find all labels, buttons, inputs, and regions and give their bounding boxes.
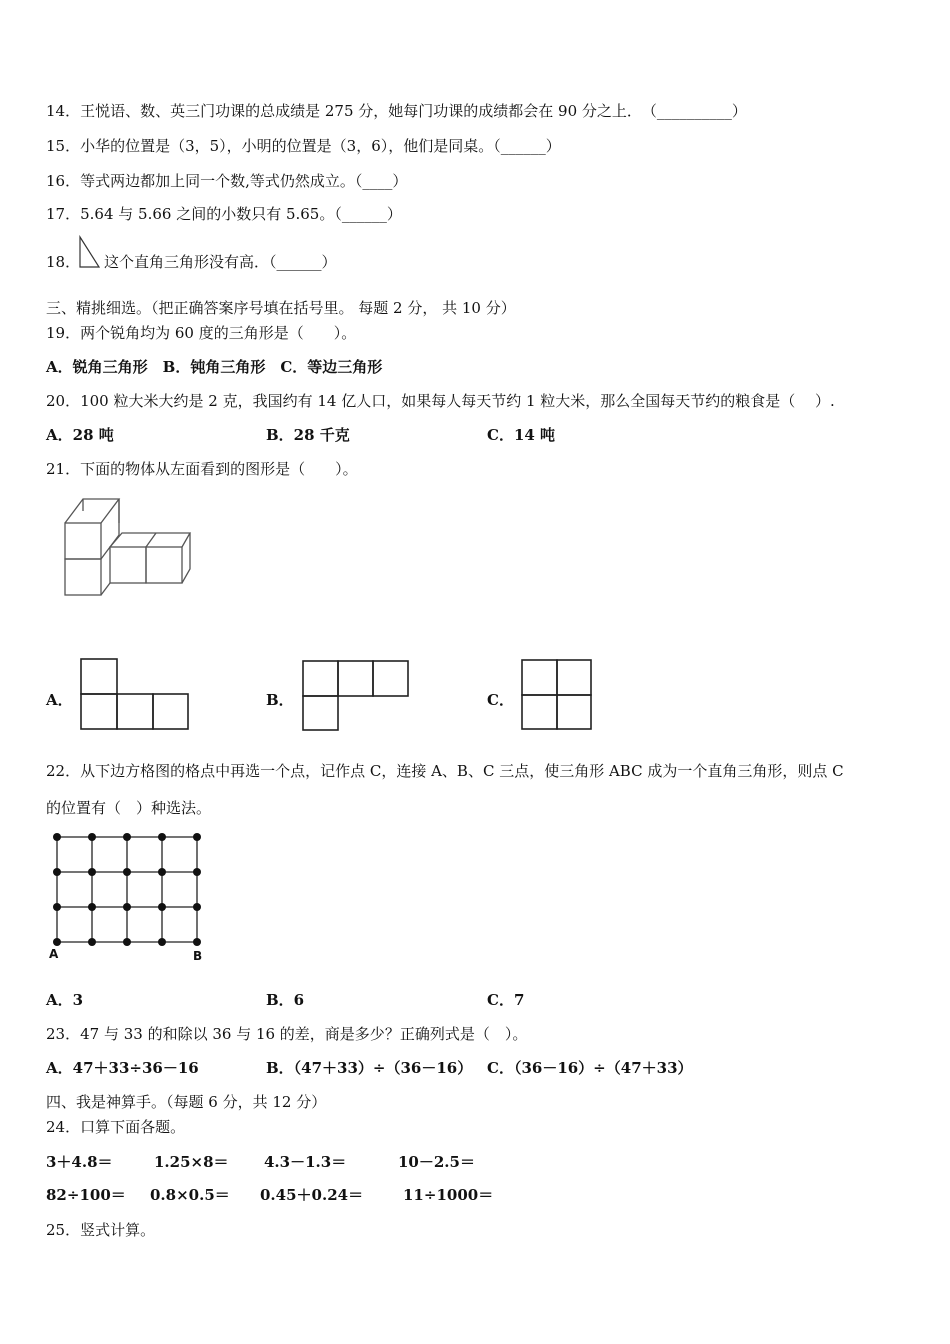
section-3-heading: 三、精挑细选。（把正确答案序号填在括号里。 每题 2 分， 共 10 分）	[46, 299, 516, 317]
question-18-text: 这个直角三角形没有高．（______）	[104, 253, 337, 271]
calc-row-2-item-4: 11÷1000＝	[403, 1186, 494, 1204]
question-19-options: A．锐角三角形 B．钝角三角形 C．等边三角形	[46, 358, 383, 376]
calc-row-1-item-4: 10－2.5＝	[398, 1153, 475, 1171]
question-15: 15．小华的位置是（3，5），小明的位置是（3，6），他们是同桌。（______）	[46, 137, 561, 155]
question-21-option-b: B．	[266, 691, 294, 709]
question-18-number: 18．	[46, 253, 81, 271]
calc-row-2-item-2: 0.8×0.5＝	[150, 1186, 230, 1204]
grid-point	[193, 903, 201, 911]
grid-point	[193, 833, 201, 841]
option-c-shape	[521, 659, 593, 731]
question-20-option-c: C．14 吨	[487, 426, 556, 444]
cube-stack-figure	[60, 490, 200, 605]
option-a-shape	[80, 658, 190, 732]
grid-point	[123, 903, 131, 911]
question-20-option-a: A．28 吨	[46, 426, 114, 444]
question-21-option-a: A．	[46, 691, 73, 709]
grid-point-a-label: A	[49, 947, 59, 961]
question-25: 25．竖式计算。	[46, 1221, 156, 1239]
calc-row-2-item-3: 0.45＋0.24＝	[260, 1186, 364, 1204]
grid-point-b-label: B	[193, 949, 203, 963]
option-b-shape	[302, 660, 410, 732]
question-23-option-b: B．（47＋33）÷（36－16）	[266, 1059, 473, 1077]
question-22-line-1: 22．从下边方格图的格点中再选一个点，记作点 C，连接 A、B、C 三点，使三角形 ABC 成为一个直角三角形，则点 C	[46, 762, 844, 780]
right-triangle-figure	[78, 236, 102, 270]
grid-point	[88, 938, 96, 946]
question-23-option-c: C．（36－16）÷（47＋33）	[487, 1059, 693, 1077]
calc-row-1-item-3: 4.3－1.3＝	[264, 1153, 347, 1171]
question-22-option-c: C．7	[487, 991, 525, 1009]
grid-point	[193, 938, 201, 946]
question-22-option-b: B．6	[266, 991, 305, 1009]
question-16: 16．等式两边都加上同一个数,等式仍然成立。（____）	[46, 172, 408, 190]
question-22-option-a: A．3	[46, 991, 84, 1009]
question-19: 19．两个锐角均为 60 度的三角形是（ ）。	[46, 324, 357, 342]
grid-point	[88, 833, 96, 841]
grid-point	[53, 833, 61, 841]
question-21-option-c: C．	[487, 691, 514, 709]
question-20-option-b: B．28 千克	[266, 426, 350, 444]
section-4-heading: 四、我是神算手。（每题 6 分，共 12 分）	[46, 1093, 327, 1111]
grid-point	[193, 868, 201, 876]
calc-row-1-item-1: 3＋4.8＝	[46, 1153, 113, 1171]
calc-row-1-item-2: 1.25×8＝	[154, 1153, 229, 1171]
calc-row-2-item-1: 82÷100＝	[46, 1186, 126, 1204]
grid-point	[88, 868, 96, 876]
grid-point	[88, 903, 96, 911]
grid-point	[123, 833, 131, 841]
grid-point	[158, 903, 166, 911]
question-14: 14．王悦语、数、英三门功课的总成绩是 275 分，她每门功课的成绩都会在 90 分之上． （__________）	[46, 102, 747, 120]
grid-point	[53, 903, 61, 911]
question-22-line-2: 的位置有（ ）种选法。	[46, 799, 212, 817]
grid-point	[123, 868, 131, 876]
question-21: 21．下面的物体从左面看到的图形是（ ）。	[46, 460, 358, 478]
grid-point	[158, 833, 166, 841]
question-23-option-a: A．47＋33÷36－16	[46, 1059, 199, 1077]
question-24: 24．口算下面各题。	[46, 1118, 186, 1136]
question-20: 20．100 粒大米大约是 2 克，我国约有 14 亿人口，如果每人每天节约 1 粒大米，那么全国每天节约的粮食是（ ）.	[46, 392, 835, 410]
grid-point	[123, 938, 131, 946]
grid-point	[158, 938, 166, 946]
question-23: 23．47 与 33 的和除以 36 与 16 的差，商是多少？正确列式是（ ）。	[46, 1025, 528, 1043]
question-17: 17．5.64 与 5.66 之间的小数只有 5.65。（______）	[46, 205, 402, 223]
grid-point	[53, 868, 61, 876]
grid-point	[158, 868, 166, 876]
